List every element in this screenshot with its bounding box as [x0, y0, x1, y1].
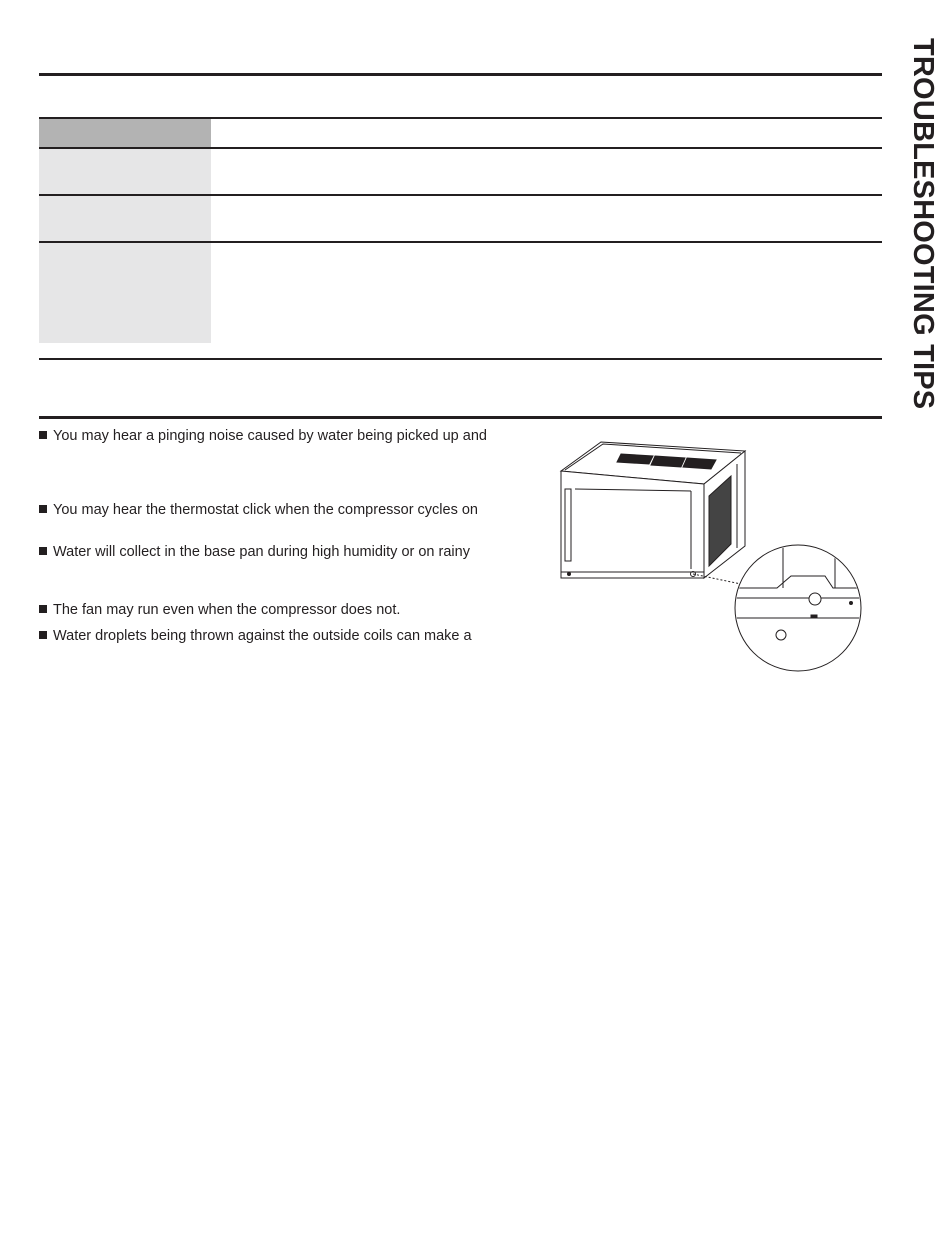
table-cause-cell: [39, 196, 211, 241]
air-conditioner-unit-icon: [561, 442, 745, 578]
table-header-cause-cell: [39, 119, 211, 147]
list-item: [39, 602, 400, 618]
air-conditioner-base-pan-drain-illustration: [553, 436, 873, 676]
section-rule-1: [39, 358, 882, 360]
top-rule: [39, 73, 882, 76]
list-item: [39, 544, 470, 560]
list-item: [39, 502, 478, 518]
list-item-text: Water will collect in the base pan during high humidity or on rainy: [53, 544, 470, 560]
bullet-square-icon: [39, 547, 47, 555]
table-row: [39, 149, 882, 196]
list-item-text: Water droplets being thrown against the outside coils can make a: [53, 628, 472, 644]
bullet-square-icon: [39, 431, 47, 439]
side-title: TROUBLESHOOTING TIPS: [907, 38, 939, 410]
list-item-text: The fan may run even when the compressor does not.: [53, 602, 401, 618]
table-header-row: [39, 117, 882, 149]
drain-detail-magnifier: [735, 541, 873, 671]
list-item: [39, 628, 472, 644]
list-item: [39, 428, 487, 444]
section-rule-2: [39, 416, 882, 419]
bullet-square-icon: [39, 631, 47, 639]
table-row: [39, 243, 882, 343]
table-cause-cell: [39, 243, 211, 343]
table-cause-cell: [39, 149, 211, 194]
troubleshooting-table: [39, 117, 882, 343]
list-item-text: You may hear a pinging noise caused by water being picked up and: [53, 428, 487, 444]
bullet-square-icon: [39, 505, 47, 513]
list-item-text: You may hear the thermostat click when the compressor cycles on: [53, 502, 478, 518]
table-row: [39, 196, 882, 243]
bullet-square-icon: [39, 605, 47, 613]
